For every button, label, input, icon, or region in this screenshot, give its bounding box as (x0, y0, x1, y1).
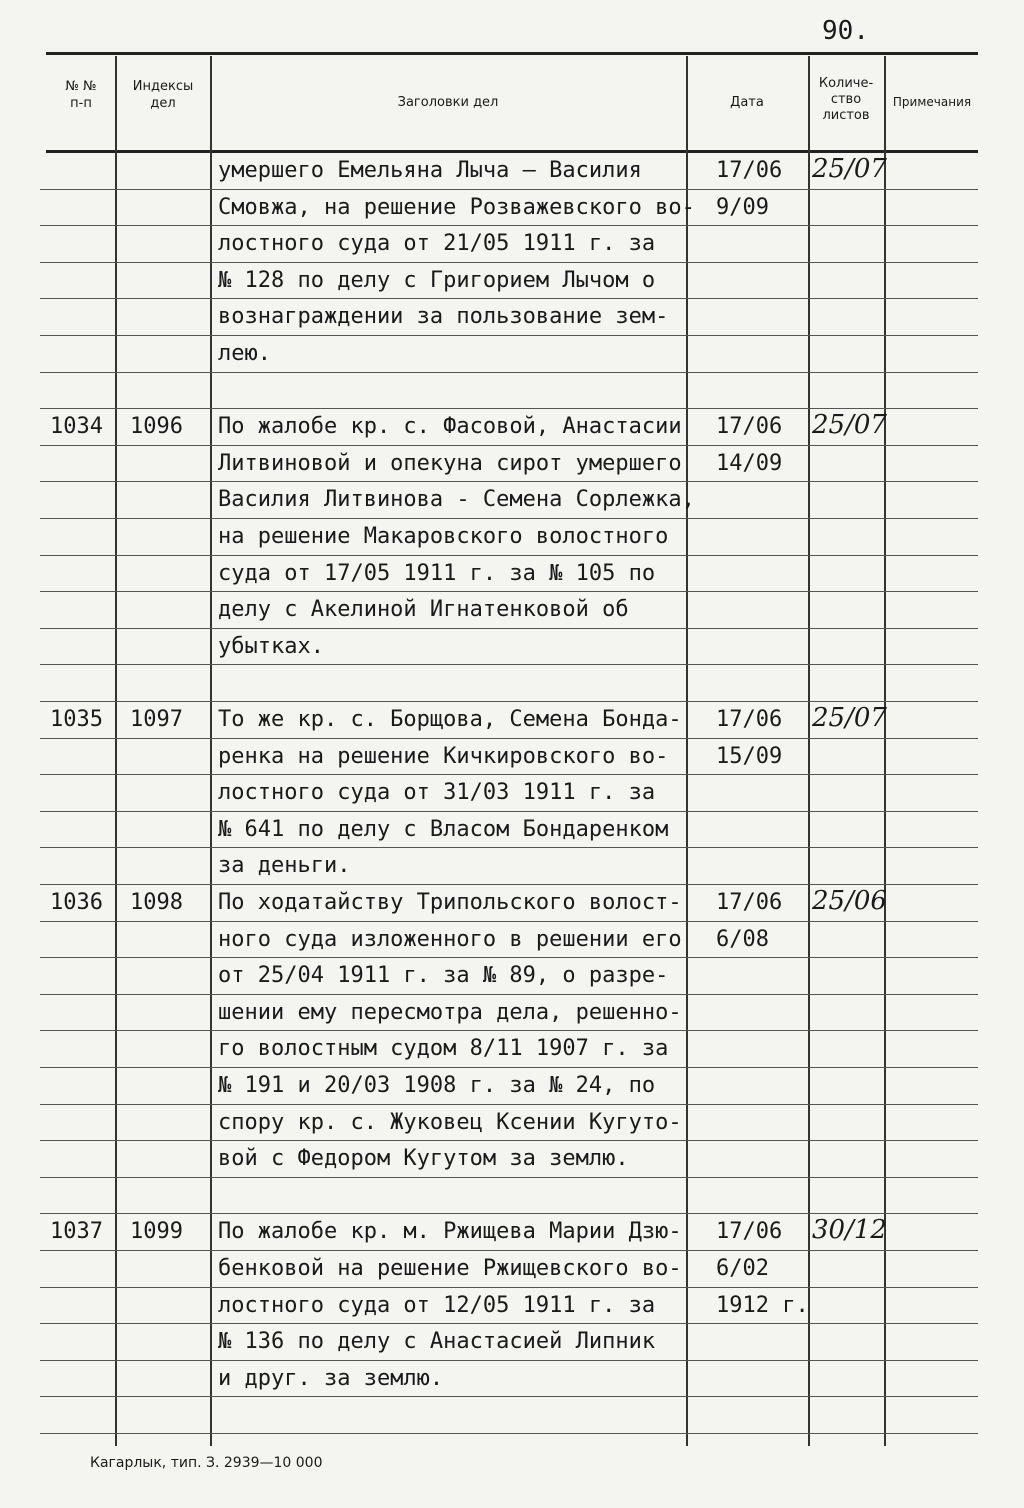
ruled-line (40, 847, 978, 848)
entry-sheet-count: 25/07 (812, 154, 887, 184)
ruled-line (40, 335, 978, 336)
ruled-line (40, 189, 978, 190)
entry-number: 1035 (50, 707, 103, 732)
column-divider (686, 56, 688, 1446)
ruled-line (40, 811, 978, 812)
entry-date: 6/08 (716, 926, 769, 952)
entry-date: 17/06 (716, 707, 783, 732)
ruled-line (40, 1323, 978, 1324)
header-col-number: № № п-п (65, 79, 97, 111)
entry-number: 1036 (50, 890, 103, 915)
ruled-line (40, 884, 978, 885)
ruled-line (40, 628, 978, 629)
entry-index: 1099 (130, 1219, 183, 1245)
entry-title-line: суда от 17/05 1911 г. за № 105 по (218, 560, 656, 586)
entry-title-line: № 128 по делу с Григорием Лычом о (218, 267, 656, 293)
entry-title-line: от 25/04 1911 г. за № 89, о разре- (218, 963, 669, 989)
entry-date: 15/09 (716, 743, 783, 769)
ruled-line (40, 481, 978, 482)
entry-title-line: Василия Литвинова - Семена Сорлежка, (218, 487, 695, 513)
entry-title-line: № 641 по делу с Власом Бондаренком (218, 816, 669, 842)
entry-title-line: лостного суда от 31/03 1911 г. за (218, 780, 656, 806)
entry-date: 6/02 (716, 1256, 769, 1281)
entry-title-line: № 136 по делу с Анастасией Липник (218, 1329, 656, 1355)
entry-date: 17/06 (716, 890, 783, 915)
entry-title-line: за деньги. (218, 853, 351, 879)
ruled-line (40, 1030, 978, 1031)
header-col-sheet-count: Количе- ство листов (818, 76, 874, 123)
entry-title-line: го волостным судом 8/11 1907 г. за (218, 1036, 669, 1062)
entry-title-line: убытках. (218, 633, 324, 659)
ruled-line (40, 225, 978, 226)
ruled-line (40, 445, 978, 446)
ruled-line (40, 1140, 978, 1141)
entry-title-line: и друг. за землю. (218, 1365, 444, 1391)
entry-title-line: По жалобе кр. с. Фасовой, Анастасии (218, 414, 682, 440)
printer-footer: Кагарлык, тип. З. 2939—10 000 (90, 1455, 323, 1471)
entry-sheet-count: 25/07 (812, 410, 887, 441)
entry-title-line: лостного суда от 21/05 1911 г. за (218, 231, 656, 257)
ruled-line (40, 408, 978, 409)
entry-index: 1098 (130, 890, 183, 915)
ruled-line (40, 957, 978, 958)
header-top-rule (46, 52, 978, 55)
entry-title-line: спору кр. с. Жуковец Ксении Кугуто- (218, 1109, 682, 1135)
entry-title-line: умершего Емельяна Лыча – Василия (218, 158, 642, 183)
ruled-line (40, 738, 978, 739)
entry-date: 17/06 (716, 1219, 783, 1245)
header-col-title: Заголовки дел (397, 95, 499, 110)
entry-date: 14/09 (716, 450, 783, 476)
entry-sheet-count: 25/07 (812, 703, 887, 733)
ruled-line (40, 591, 978, 592)
entry-title-line: лею. (218, 341, 271, 366)
entry-title-line: По жалобе кр. м. Ржищева Марии Дзю- (218, 1219, 682, 1245)
column-divider (210, 56, 212, 1446)
ruled-line (40, 921, 978, 922)
entry-title-line: шении ему пересмотра дела, решенно- (218, 999, 682, 1025)
entry-number: 1034 (50, 414, 103, 440)
header-col-index: Индексы дел (132, 79, 194, 111)
entry-date: 17/06 (716, 158, 783, 183)
ruled-line (40, 664, 978, 665)
ruled-line (40, 1177, 978, 1178)
entry-title-line: ного суда изложенного в решении его (218, 926, 682, 952)
ruled-line (40, 1360, 978, 1361)
ruled-line (40, 555, 978, 556)
header-col-date: Дата (730, 95, 764, 110)
ruled-line (40, 1396, 978, 1397)
ruled-line (40, 1104, 978, 1105)
ruled-line (40, 1213, 978, 1214)
entry-date: 17/06 (716, 414, 783, 440)
ruled-line (40, 298, 978, 299)
entry-title-line: лостного суда от 12/05 1911 г. за (218, 1292, 656, 1318)
column-divider (115, 56, 117, 1446)
header-bottom-rule (46, 150, 978, 153)
entry-date: 9/09 (716, 194, 769, 220)
entry-index: 1097 (130, 707, 183, 732)
page-number: 90. (822, 16, 869, 46)
entry-title-line: бенковой на решение Ржищевского во- (218, 1256, 682, 1281)
entry-title-line: Литвиновой и опекуна сирот умершего (218, 450, 682, 476)
column-divider (808, 56, 810, 1446)
entry-index: 1096 (130, 414, 183, 440)
entry-sheet-count: 25/06 (812, 886, 887, 916)
ruled-line (40, 774, 978, 775)
entry-sheet-count: 30/12 (812, 1215, 887, 1246)
entry-title-line: делу с Акелиной Игнатенковой об (218, 597, 629, 623)
entry-title-line: № 191 и 20/03 1908 г. за № 24, по (218, 1073, 656, 1098)
ruled-line (40, 1433, 978, 1434)
entry-title-line: вой с Федором Кугутом за землю. (218, 1146, 629, 1172)
entry-title-line: То же кр. с. Борщова, Семена Бонда- (218, 707, 682, 732)
entry-date: 1912 г. (716, 1292, 809, 1318)
entry-title-line: Смовжа, на решение Розважевского во- (218, 194, 695, 220)
ruled-line (40, 994, 978, 995)
entry-title-line: По ходатайству Трипольского волост- (218, 890, 682, 915)
ruled-line (40, 701, 978, 702)
entry-title-line: на решение Макаровского волостного (218, 524, 669, 549)
header-col-notes: Примечания (892, 95, 972, 109)
ruled-line (40, 1287, 978, 1288)
entry-title-line: вознаграждении за пользование зем- (218, 304, 669, 330)
ruled-line (40, 1250, 978, 1251)
entry-number: 1037 (50, 1219, 103, 1245)
ruled-line (40, 372, 978, 373)
ruled-line (40, 518, 978, 519)
entry-title-line: ренка на решение Кичкировского во- (218, 743, 669, 769)
ruled-line (40, 1067, 978, 1068)
ruled-line (40, 262, 978, 263)
